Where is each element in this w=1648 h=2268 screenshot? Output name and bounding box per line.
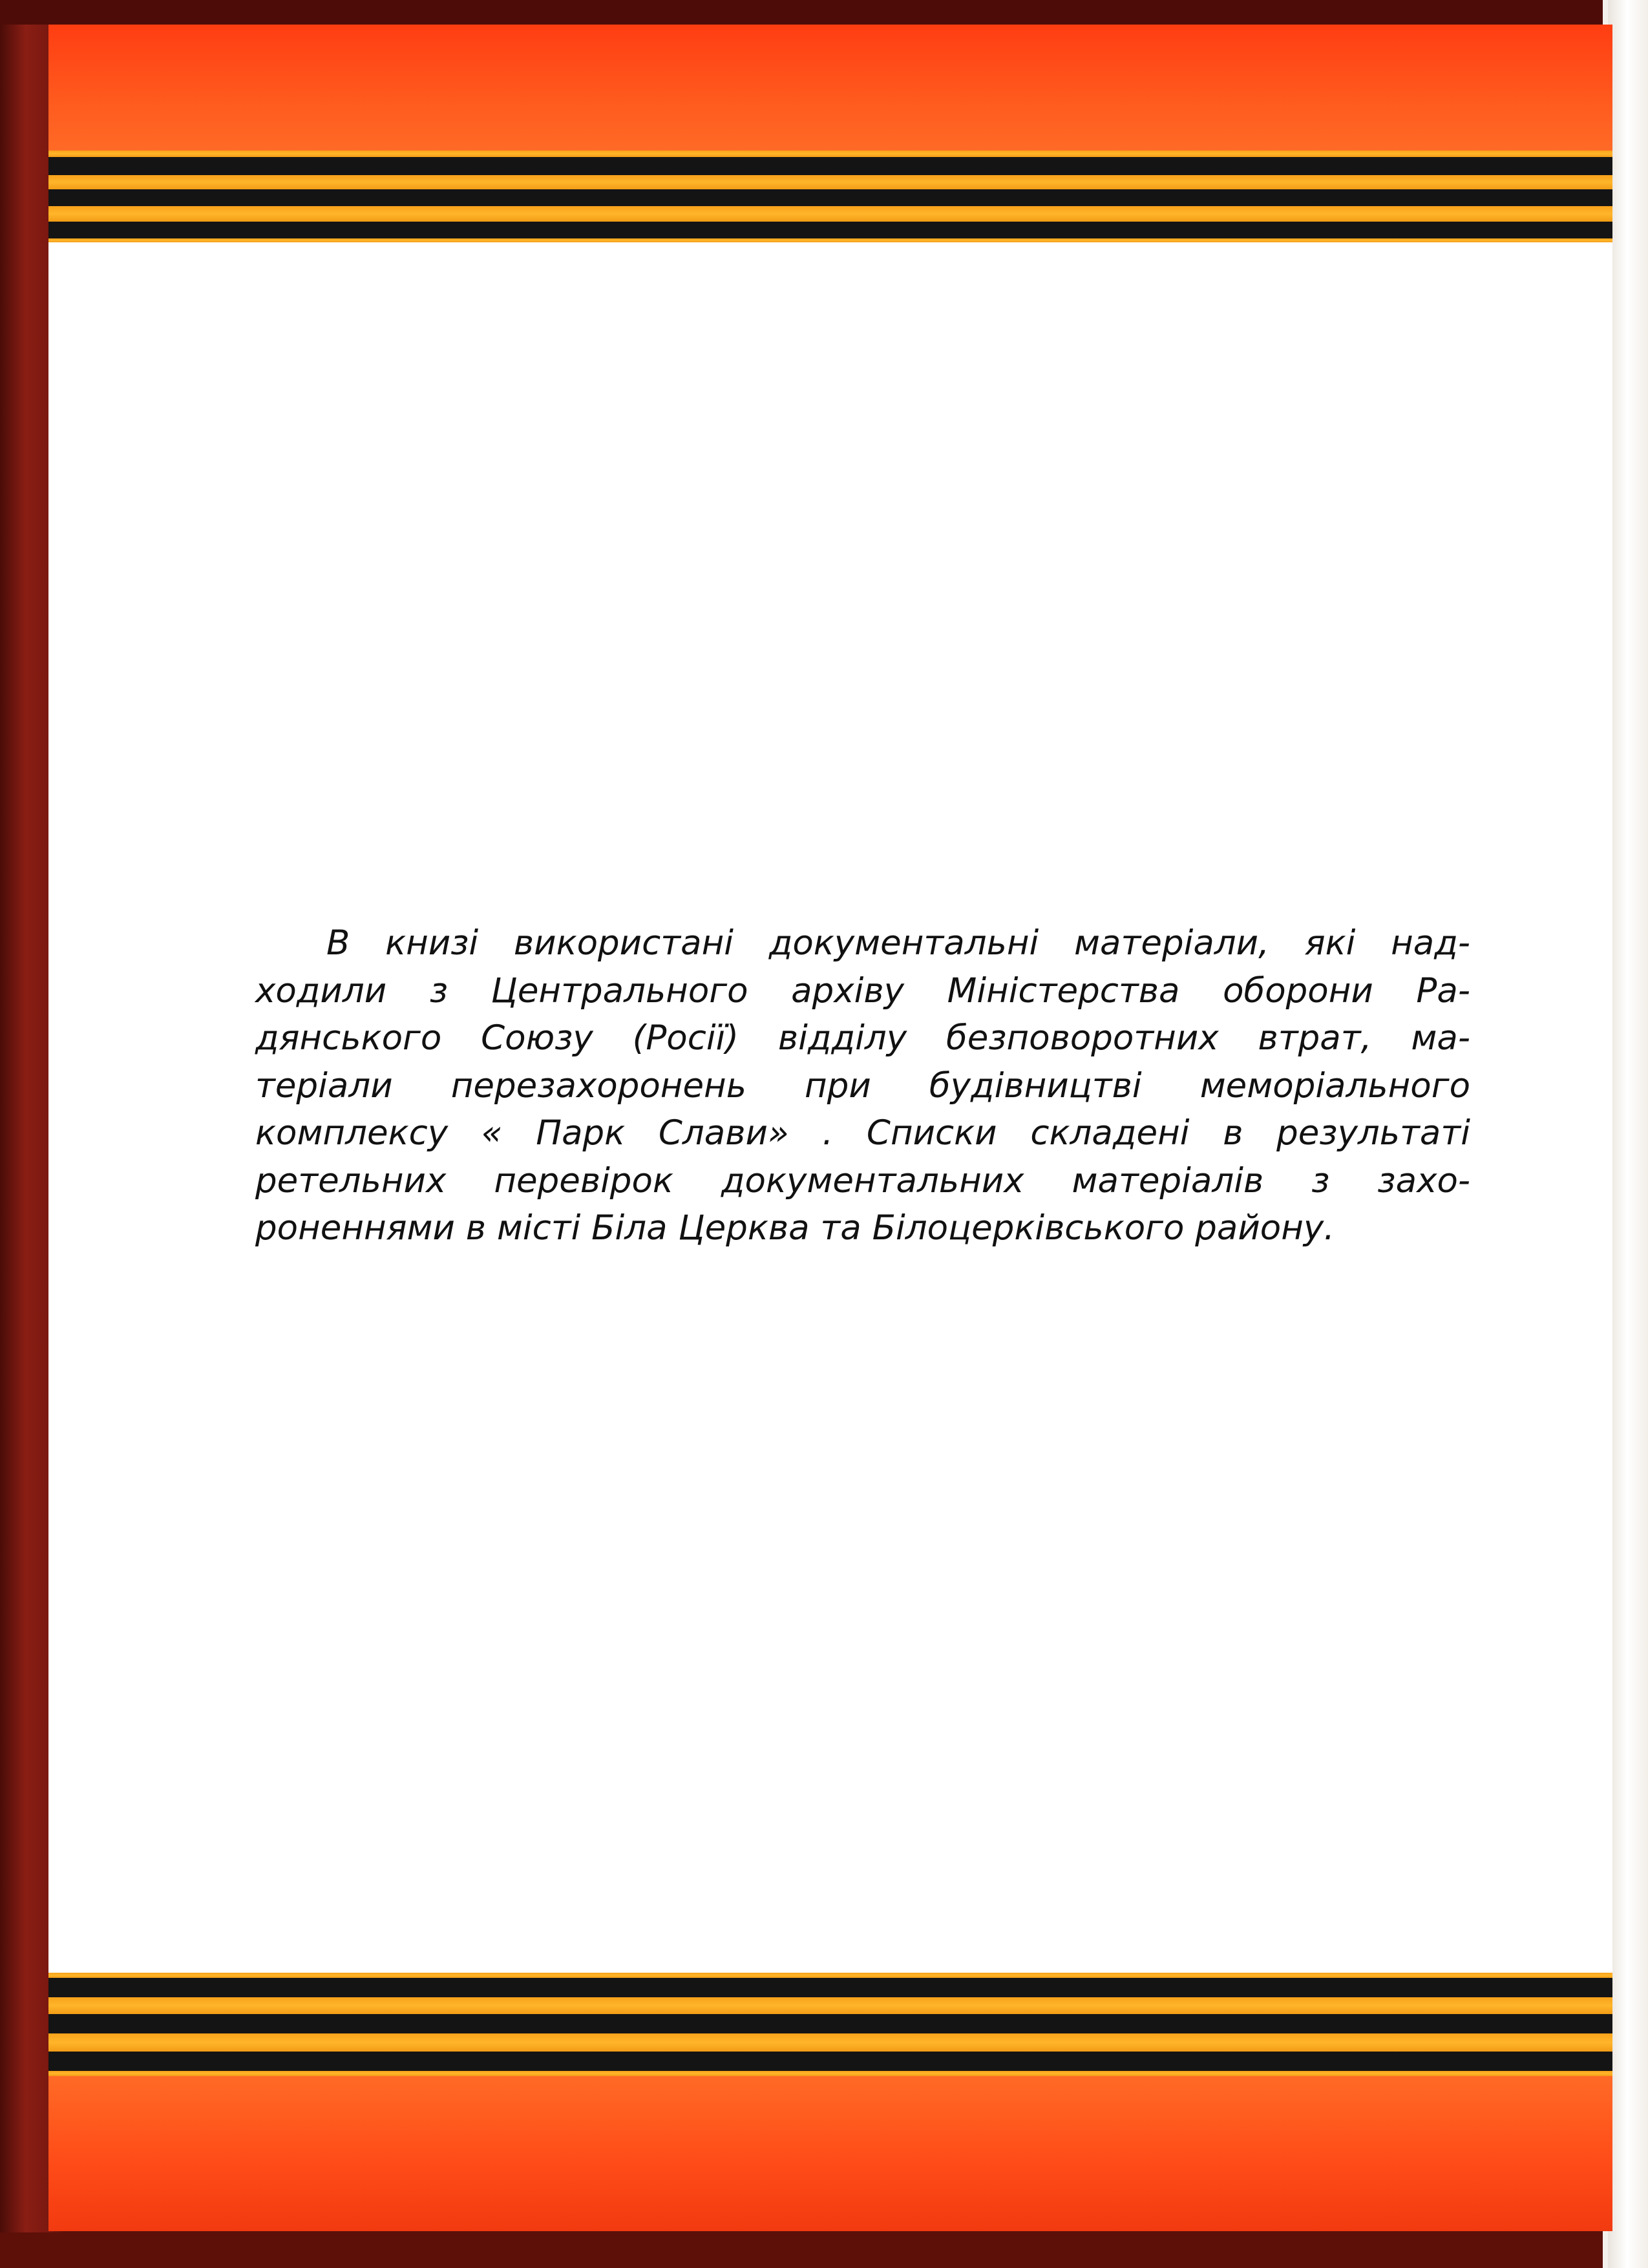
- ribbon-stripe-orange: [48, 238, 1612, 242]
- board-bottom-edge: [0, 2232, 1648, 2268]
- ribbon-stripe-black: [48, 189, 1612, 206]
- ribbon-stripe-black: [48, 157, 1612, 175]
- ribbon-stripe-orange: [48, 2071, 1612, 2076]
- paragraph-line: дянського Союзу (Росії) відділу безповоротних втрат, ма-: [255, 1018, 1470, 1058]
- paragraph-line: теріали перезахоронень при будівництві меморіального: [255, 1066, 1470, 1106]
- ribbon-stripe-orange: [48, 206, 1612, 222]
- bottom-red-band: [48, 2076, 1612, 2231]
- bottom-st-george-ribbon: [48, 1973, 1612, 2076]
- main-paragraph: [255, 919, 1470, 1252]
- ribbon-stripe-orange: [48, 1973, 1612, 1978]
- ribbon-stripe-black: [48, 2014, 1612, 2033]
- paragraph-line: В книзі використані документальні матеріали, які над-: [326, 923, 1470, 963]
- paragraph-line: ходили з Центрального архіву Міністерства оборони Ра-: [255, 971, 1470, 1011]
- ribbon-stripe-black: [48, 222, 1612, 238]
- next-page-strip: [1608, 0, 1648, 2268]
- ribbon-stripe-black: [48, 2052, 1612, 2071]
- paragraph-line: роненнями в місті Біла Церква та Білоцерківського району.: [255, 1208, 1335, 1248]
- ribbon-stripe-black: [48, 1978, 1612, 1997]
- paragraph-line: комплексу « Парк Слави» . Списки складені в результаті: [255, 1113, 1470, 1153]
- board-top-edge: [0, 0, 1616, 25]
- ribbon-stripe-orange: [48, 2033, 1612, 2052]
- top-red-band: [48, 25, 1612, 151]
- ribbon-stripe-orange: [48, 175, 1612, 189]
- top-st-george-ribbon: [48, 151, 1612, 242]
- book-page: [48, 25, 1612, 2231]
- ribbon-stripe-orange: [48, 151, 1612, 157]
- paragraph-line: ретельних перевірок документальних матеріалів з захо-: [255, 1160, 1470, 1201]
- ribbon-stripe-orange: [48, 1997, 1612, 2014]
